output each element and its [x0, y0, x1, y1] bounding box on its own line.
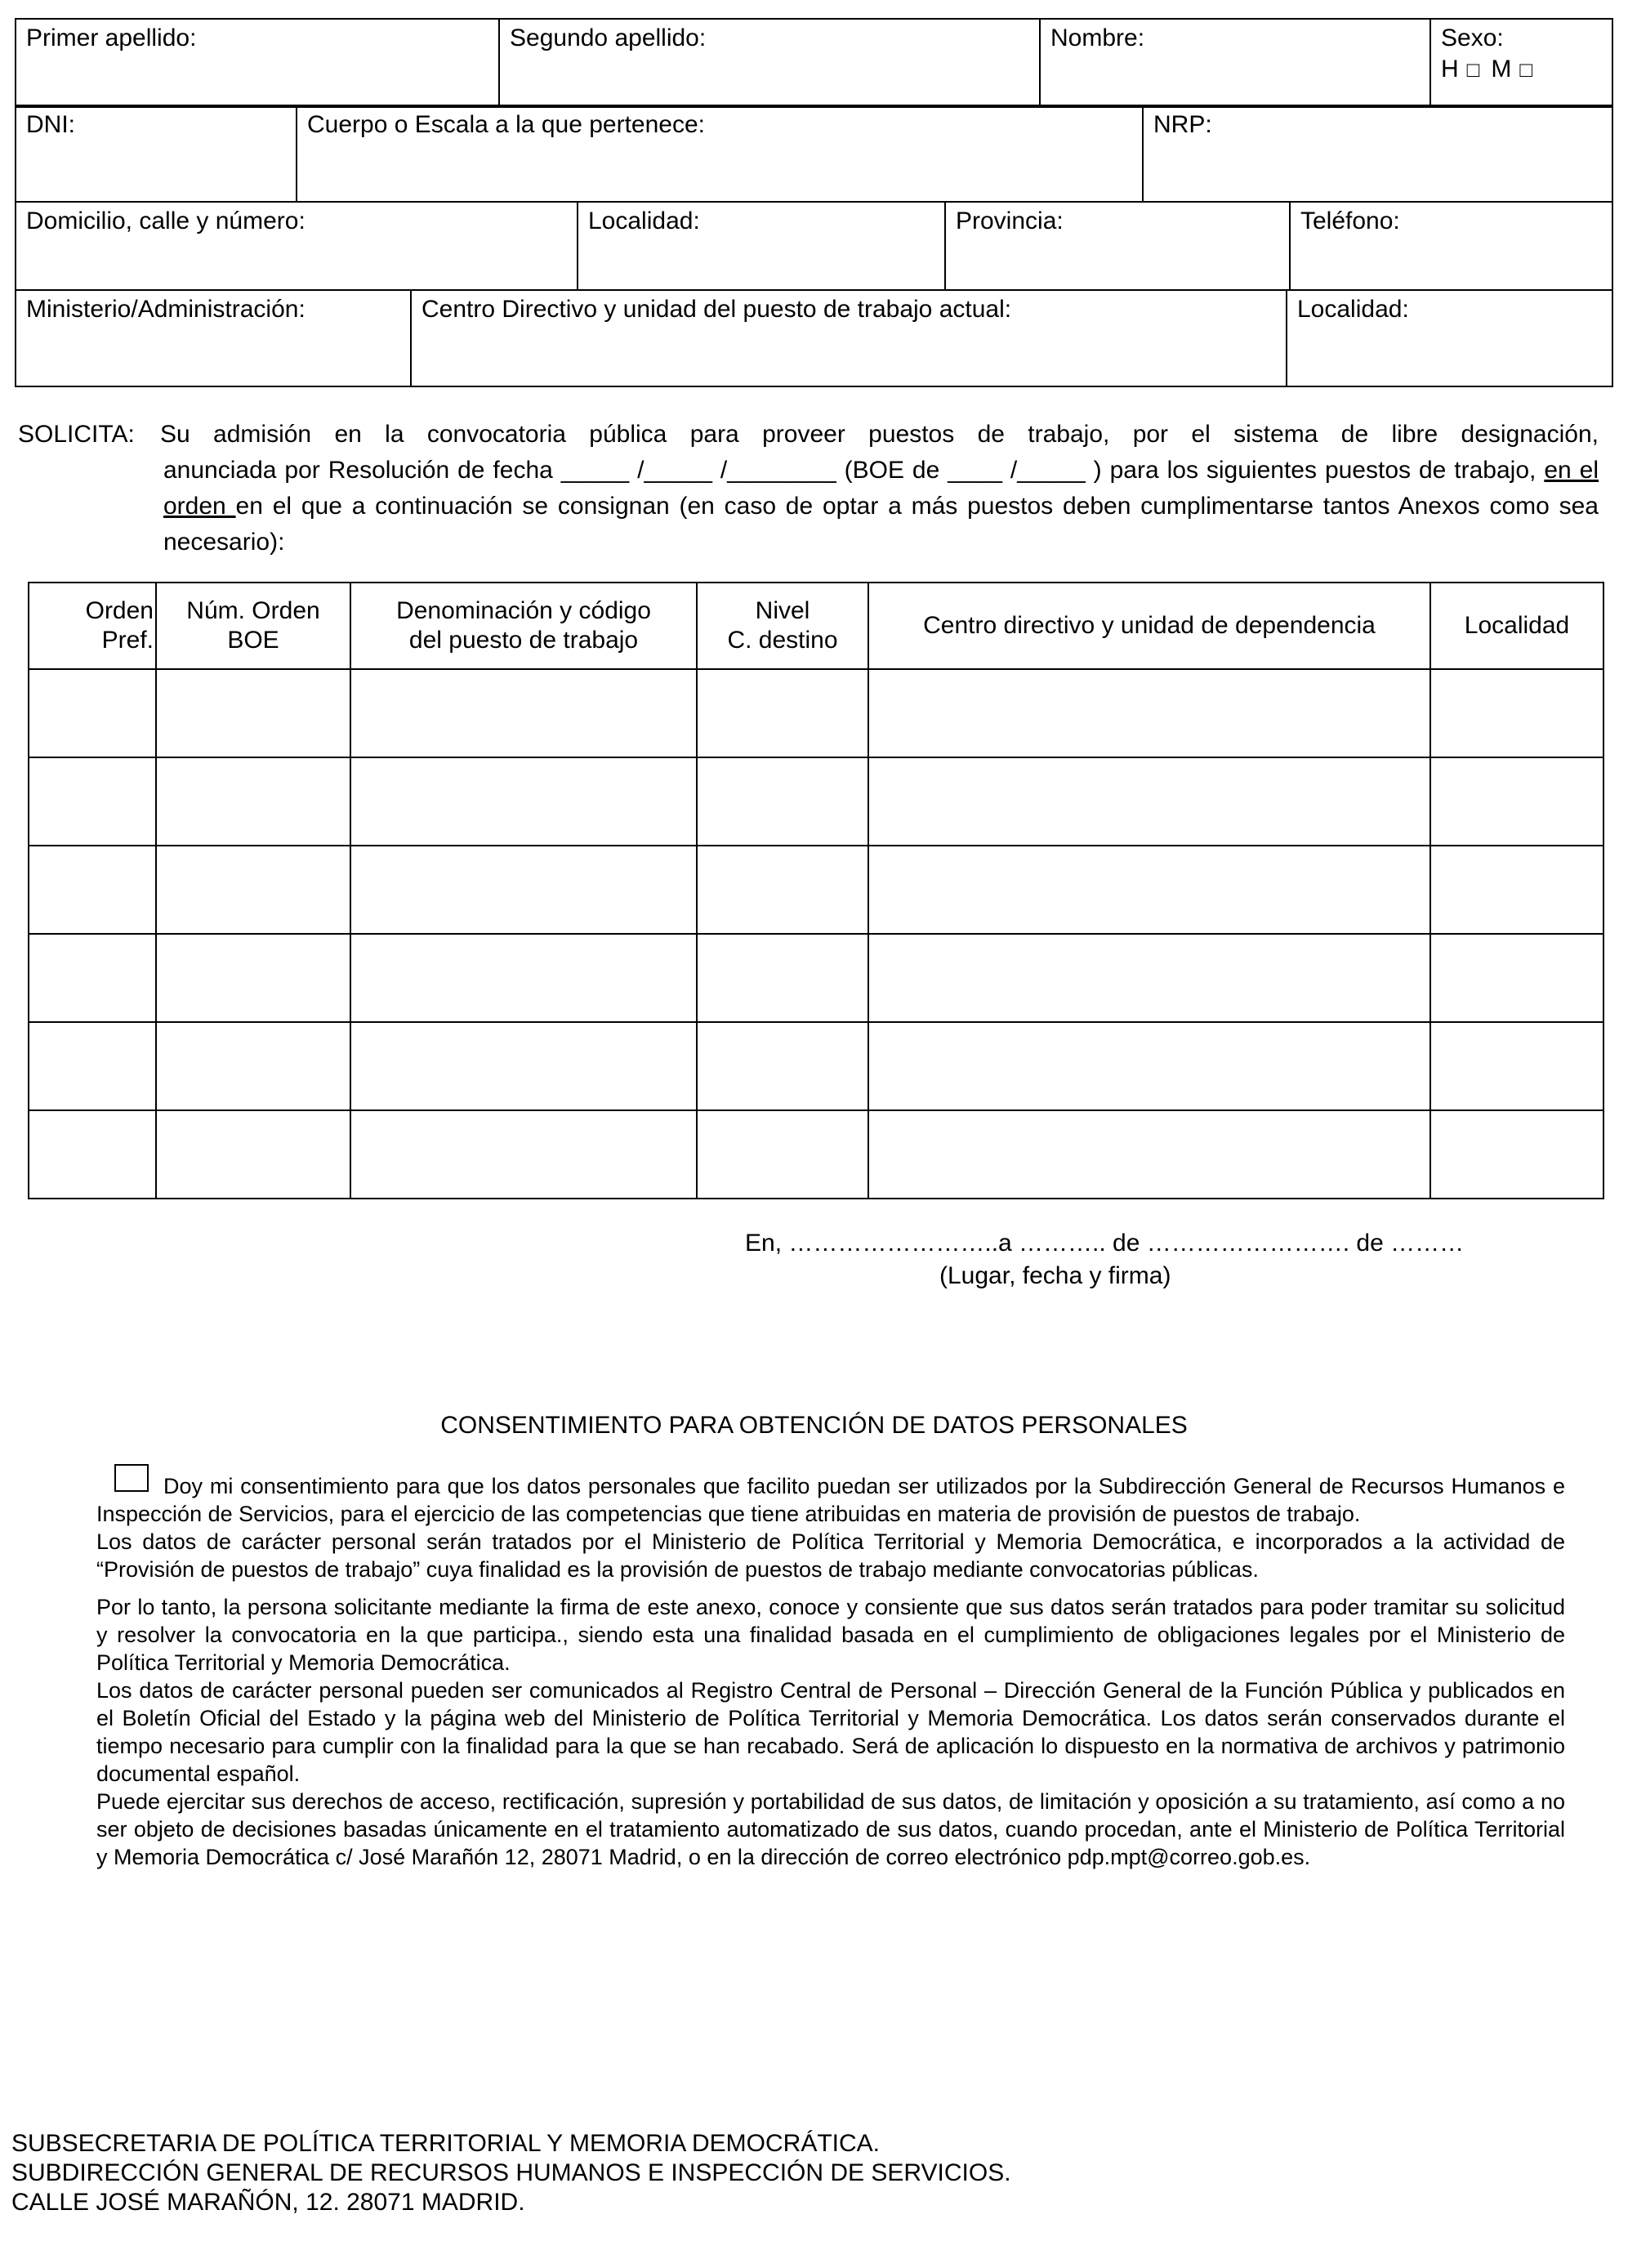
- table-cell[interactable]: [350, 1110, 697, 1199]
- firma-section: [745, 1227, 1545, 1289]
- consent-text: [96, 1472, 1565, 1871]
- table-cell[interactable]: [350, 934, 697, 1022]
- primer-apellido-field[interactable]: Primer apellido:: [16, 19, 499, 107]
- personal-data-form-row4: [15, 289, 1613, 387]
- header-orden-pref: Orden Pref.: [29, 583, 156, 669]
- table-cell[interactable]: [350, 1022, 697, 1110]
- sexo-label: Sexo:: [1441, 25, 1504, 51]
- table-cell[interactable]: [1430, 669, 1603, 757]
- domicilio-field[interactable]: Domicilio, calle y número:: [16, 202, 578, 290]
- sexo-h-label: H: [1441, 56, 1459, 83]
- consent-paragraph-4: Los datos de carácter personal pueden ser comunicados al Registro Central de Personal – Dirección General de la Función Pública y publicados en el Boletín Oficial del Estado y la página web del Ministerio de Política Territorial y Memoria Democrática. Los datos serán conservados durante el tiempo necesario para cumplir con la finalidad para la que se han recabado. Será de aplicación lo dispuesto en la normativa de archivos y patrimonio documental español.: [96, 1678, 1565, 1786]
- table-cell[interactable]: [156, 757, 350, 846]
- header-centro-directivo: Centro directivo y unidad de dependencia: [868, 583, 1430, 669]
- personal-data-form: [15, 18, 1613, 108]
- firma-line[interactable]: En, ……………………..a ……….. de ……………………. de ………: [745, 1230, 1465, 1257]
- table-cell[interactable]: [156, 669, 350, 757]
- footer-line-1: SUBSECRETARIA DE POLÍTICA TERRITORIAL Y MEMORIA DEMOCRÁTICA.: [11, 2130, 881, 2157]
- sexo-m-label: M: [1491, 56, 1512, 83]
- table-cell[interactable]: [1430, 846, 1603, 934]
- table-cell[interactable]: [868, 934, 1430, 1022]
- table-cell[interactable]: [1430, 1022, 1603, 1110]
- table-cell[interactable]: [868, 846, 1430, 934]
- segundo-apellido-field[interactable]: Segundo apellido:: [499, 19, 1040, 107]
- nrp-field[interactable]: NRP:: [1143, 105, 1612, 202]
- dni-field[interactable]: DNI:: [16, 105, 297, 202]
- table-row: [29, 846, 1603, 934]
- table-row: [29, 1022, 1603, 1110]
- sexo-h-checkbox[interactable]: □: [1466, 57, 1480, 82]
- table-cell[interactable]: [350, 846, 697, 934]
- table-row: [29, 1110, 1603, 1199]
- footer-line-2: SUBDIRECCIÓN GENERAL DE RECURSOS HUMANOS E INSPECCIÓN DE SERVICIOS.: [11, 2159, 1011, 2186]
- header-localidad: Localidad: [1430, 583, 1603, 669]
- table-row: [29, 934, 1603, 1022]
- table-cell[interactable]: [29, 846, 156, 934]
- table-cell[interactable]: [868, 757, 1430, 846]
- table-cell[interactable]: [350, 757, 697, 846]
- personal-data-form-row3: [15, 201, 1613, 291]
- header-denominacion: Denominación y código del puesto de trabajo: [350, 583, 697, 669]
- firma-caption: (Lugar, fecha y firma): [939, 1262, 1171, 1289]
- provincia-field[interactable]: Provincia:: [945, 202, 1290, 290]
- sexo-m-checkbox[interactable]: □: [1519, 57, 1533, 82]
- header-nivel: Nivel C. destino: [697, 583, 868, 669]
- table-cell[interactable]: [29, 757, 156, 846]
- localidad-trabajo-field[interactable]: Localidad:: [1287, 290, 1612, 386]
- puestos-table-header: [29, 583, 1603, 669]
- table-cell[interactable]: [156, 934, 350, 1022]
- table-cell[interactable]: [697, 1110, 868, 1199]
- table-cell[interactable]: [697, 846, 868, 934]
- telefono-field[interactable]: Teléfono:: [1290, 202, 1612, 290]
- consent-paragraph-1: Doy mi consentimiento para que los datos personales que facilito puedan ser utilizados por la Subdirección General de Recursos Humanos e Inspección de Servicios, para el ejercicio de las competencias que tiene atribuidas en materia de provisión de puestos de trabajo.: [96, 1474, 1565, 1526]
- table-cell[interactable]: [350, 669, 697, 757]
- sexo-field: [1430, 19, 1612, 107]
- table-row: [29, 757, 1603, 846]
- table-cell[interactable]: [1430, 1110, 1603, 1199]
- consent-title: CONSENTIMIENTO PARA OBTENCIÓN DE DATOS PERSONALES: [440, 1412, 1188, 1439]
- table-cell[interactable]: [156, 1022, 350, 1110]
- table-cell[interactable]: [29, 1022, 156, 1110]
- cuerpo-escala-field[interactable]: Cuerpo o Escala a la que pertenece:: [297, 105, 1143, 202]
- table-cell[interactable]: [1430, 757, 1603, 846]
- ministerio-field[interactable]: Ministerio/Administración:: [16, 290, 411, 386]
- table-cell[interactable]: [29, 1110, 156, 1199]
- solicita-label: SOLICITA:: [18, 421, 135, 448]
- table-cell[interactable]: [156, 846, 350, 934]
- table-cell[interactable]: [156, 1110, 350, 1199]
- table-cell[interactable]: [697, 934, 868, 1022]
- table-cell[interactable]: [868, 1022, 1430, 1110]
- consent-paragraph-5: Puede ejercitar sus derechos de acceso, rectificación, supresión y portabilidad de sus datos, de limitación y oposición a su tratamiento, así como a no ser objeto de decisiones basadas únicamente en el tratamiento automatizado de sus datos, cuando procedan, ante el Ministerio de Política Territorial y Memoria Democrática c/ José Marañón 12, 28071 Madrid, o en la dirección de correo electrónico pdp.mpt@correo.gob.es.: [96, 1789, 1565, 1869]
- centro-directivo-field[interactable]: Centro Directivo y unidad del puesto de trabajo actual:: [411, 290, 1287, 386]
- header-num-orden-boe: Núm. Orden BOE: [156, 583, 350, 669]
- table-cell[interactable]: [697, 669, 868, 757]
- localidad-field[interactable]: Localidad:: [578, 202, 945, 290]
- consent-paragraph-3: Por lo tanto, la persona solicitante mediante la firma de este anexo, conoce y consiente que sus datos serán tratados para poder tramitar su solicitud y resolver la convocatoria en la que participa., siendo esta una finalidad basada en el cumplimiento de obligaciones legales por el Ministerio de Política Territorial y Memoria Democrática.: [96, 1595, 1565, 1675]
- nombre-field[interactable]: Nombre:: [1040, 19, 1430, 107]
- table-cell[interactable]: [697, 757, 868, 846]
- consent-paragraph-2: Los datos de carácter personal serán tratados por el Ministerio de Política Territorial y Memoria Democrática, e incorporados a la actividad de “Provisión de puestos de trabajo” cuya finalidad es la provisión de puestos de trabajo mediante convocatorias públicas.: [96, 1529, 1565, 1582]
- table-row: [29, 669, 1603, 757]
- footer-line-3: CALLE JOSÉ MARAÑÓN, 12. 28071 MADRID.: [11, 2189, 525, 2216]
- table-cell[interactable]: [1430, 934, 1603, 1022]
- personal-data-form-row2: [15, 105, 1613, 203]
- footer-address: [11, 2129, 1011, 2217]
- puestos-table: [28, 582, 1604, 1199]
- solicita-body: anunciada por Resolución de fecha _____ /_____ /________ (BOE de ____ /_____ ) para los siguientes puestos de trabajo, en el orden en el que a continuación se consignan (en caso de optar a más puestos deben cumplimentarse tantos Anexos como sea necesario):: [163, 457, 1599, 556]
- table-cell[interactable]: [868, 1110, 1430, 1199]
- table-cell[interactable]: [29, 669, 156, 757]
- solicita-line1: Su admisión en la convocatoria pública para proveer puestos de trabajo, por el sistema de libre designación,: [160, 421, 1599, 448]
- table-cell[interactable]: [697, 1022, 868, 1110]
- table-cell[interactable]: [29, 934, 156, 1022]
- table-cell[interactable]: [868, 669, 1430, 757]
